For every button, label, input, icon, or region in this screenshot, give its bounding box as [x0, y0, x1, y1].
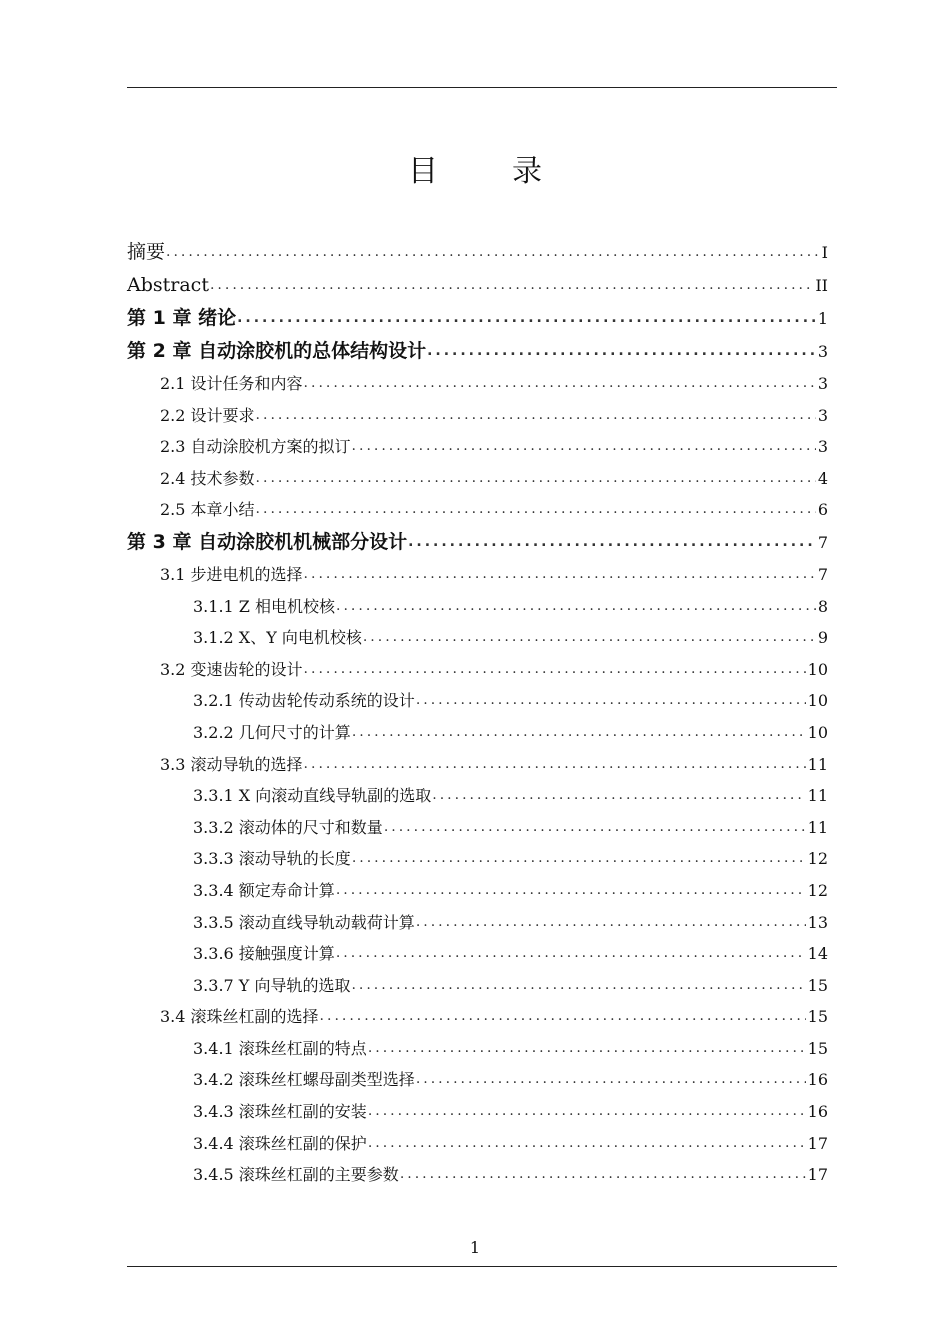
toc-entry-label: 第 1 章 绪论 [127, 307, 237, 329]
toc-entry-label: 3.3.7 Y 向导轨的选取 [193, 975, 351, 995]
toc-entry-page: 8 [817, 596, 828, 616]
toc-entry-label: 3.1 步进电机的选择 [160, 564, 303, 584]
toc-entry[interactable] [127, 400, 828, 432]
toc-entry-page: 10 [807, 722, 828, 742]
toc-entry-label: 3.2.2 几何尺寸的计算 [193, 722, 351, 742]
toc-entry-page: 3 [817, 405, 828, 425]
toc-entry[interactable] [127, 526, 828, 559]
toc-entry[interactable] [127, 335, 828, 368]
dot-leader [336, 938, 806, 970]
toc-entry[interactable] [127, 907, 828, 939]
toc-entry-page: 4 [817, 468, 828, 488]
dot-leader [351, 970, 805, 1002]
toc-entry-label: Abstract [127, 274, 209, 296]
dot-leader [400, 1159, 806, 1191]
toc-entry[interactable] [127, 269, 828, 302]
dot-leader [432, 780, 805, 812]
toc-entry-label: 第 3 章 自动涂胶机机械部分设计 [127, 530, 408, 553]
dot-leader [256, 463, 816, 495]
toc-entry[interactable] [127, 970, 828, 1002]
toc-entry-label: 3.4.4 滚珠丝杠副的保护 [193, 1133, 367, 1153]
toc-entry-page: 11 [807, 817, 828, 837]
toc-entry[interactable] [127, 1001, 828, 1033]
toc-entry[interactable] [127, 749, 828, 781]
toc-entry[interactable] [127, 559, 828, 591]
dot-leader [368, 1128, 806, 1160]
toc-entry-page: 11 [807, 786, 828, 806]
toc-entry-label: 3.2.1 传动齿轮传动系统的设计 [193, 691, 415, 711]
toc-entry-label: 2.5 本章小结 [160, 500, 255, 520]
toc-entry-page: 15 [807, 1038, 828, 1058]
dot-leader [352, 717, 806, 749]
toc-entry[interactable] [127, 717, 828, 749]
toc-entry[interactable] [127, 685, 828, 717]
dot-leader [304, 368, 816, 400]
toc-entry-label: 3.4.2 滚珠丝杠螺母副类型选择 [193, 1070, 415, 1090]
toc-entry-page: II [815, 276, 828, 295]
dot-leader [408, 526, 816, 559]
toc-entry[interactable] [127, 622, 828, 654]
toc-entry[interactable] [127, 494, 828, 526]
toc-entry-label: 2.3 自动涂胶机方案的拟订 [160, 437, 351, 457]
toc-entry-label: 3.4.1 滚珠丝杠副的特点 [193, 1038, 367, 1058]
dot-leader [416, 907, 806, 939]
toc-entry-page: 1 [817, 309, 828, 328]
toc-entry-label: 2.4 技术参数 [160, 468, 255, 488]
toc-entry-page: 15 [807, 975, 828, 995]
toc-entry[interactable] [127, 1128, 828, 1160]
toc-entry-page: 7 [817, 564, 828, 584]
toc-entry-page: 13 [807, 912, 828, 932]
toc-entry[interactable] [127, 368, 828, 400]
dot-leader [304, 559, 816, 591]
dot-leader [336, 591, 816, 623]
toc-entry-label: 3.4.3 滚珠丝杠副的安装 [193, 1102, 367, 1122]
toc-entry-label: 2.2 设计要求 [160, 405, 255, 425]
header-rule [127, 87, 837, 88]
dot-leader [416, 1064, 806, 1096]
toc-entry[interactable] [127, 654, 828, 686]
toc-entry-label: 3.3.2 滚动体的尺寸和数量 [193, 817, 383, 837]
toc-entry-page: I [821, 243, 828, 262]
dot-leader [352, 843, 806, 875]
dot-leader [237, 302, 816, 335]
toc-entry[interactable] [127, 938, 828, 970]
toc-entry[interactable] [127, 463, 828, 495]
toc-entry-page: 12 [807, 849, 828, 869]
dot-leader [166, 236, 820, 269]
toc-entry-label: 3.4 滚珠丝杠副的选择 [160, 1007, 319, 1027]
toc-entry-label: 3.3.3 滚动导轨的长度 [193, 849, 351, 869]
dot-leader [256, 494, 816, 526]
toc-entry-page: 3 [817, 437, 828, 457]
toc-entry[interactable] [127, 843, 828, 875]
dot-leader [304, 749, 806, 781]
toc-entry-page: 7 [817, 532, 828, 552]
toc-entry[interactable] [127, 812, 828, 844]
toc-entry-page: 6 [817, 500, 828, 520]
dot-leader [320, 1001, 806, 1033]
dot-leader [336, 875, 806, 907]
toc-entry-page: 10 [807, 691, 828, 711]
toc-entry-page: 3 [817, 374, 828, 393]
toc-entry-label: 3.3.6 接触强度计算 [193, 944, 335, 964]
table-of-contents [127, 236, 828, 1191]
toc-entry-page: 3 [817, 342, 828, 361]
toc-entry[interactable] [127, 1033, 828, 1065]
toc-entry-page: 16 [807, 1070, 828, 1090]
toc-entry-label: 3.1.1 Z 相电机校核 [193, 596, 336, 616]
toc-entry-label: 3.3.1 X 向滚动直线导轨副的选取 [193, 786, 432, 806]
dot-leader [368, 1033, 806, 1065]
toc-entry-page: 17 [807, 1133, 828, 1153]
footer-rule [127, 1266, 837, 1267]
dot-leader [363, 622, 816, 654]
toc-entry[interactable] [127, 875, 828, 907]
toc-entry-label: 3.3.4 额定寿命计算 [193, 880, 335, 900]
toc-entry-label: 摘要 [127, 241, 166, 263]
toc-entry-page: 9 [817, 628, 828, 648]
toc-entry[interactable] [127, 1064, 828, 1096]
toc-entry-page: 15 [807, 1007, 828, 1027]
dot-leader [416, 685, 806, 717]
toc-entry[interactable] [127, 1159, 828, 1191]
page-title: 目 录 [408, 154, 564, 189]
toc-entry-label: 第 2 章 自动涂胶机的总体结构设计 [127, 340, 427, 362]
toc-entry[interactable] [127, 236, 828, 269]
dot-leader [384, 812, 806, 844]
toc-entry-page: 11 [807, 754, 828, 774]
dot-leader [210, 269, 813, 302]
toc-entry-page: 12 [807, 880, 828, 900]
dot-leader [368, 1096, 806, 1128]
toc-entry[interactable] [127, 1096, 828, 1128]
toc-entry-page: 14 [807, 944, 828, 964]
toc-entry-label: 3.1.2 X、Y 向电机校核 [193, 628, 362, 648]
dot-leader [256, 400, 816, 432]
dot-leader [352, 431, 816, 463]
page-number: 1 [469, 1238, 481, 1257]
toc-entry-label: 3.3 滚动导轨的选择 [160, 754, 303, 774]
toc-entry-label: 3.3.5 滚动直线导轨动载荷计算 [193, 912, 415, 932]
toc-entry-page: 17 [807, 1165, 828, 1185]
toc-entry-label: 3.4.5 滚珠丝杠副的主要参数 [193, 1165, 399, 1185]
toc-entry[interactable] [127, 591, 828, 623]
toc-entry-label: 3.2 变速齿轮的设计 [160, 659, 303, 679]
toc-entry-page: 10 [807, 659, 828, 679]
toc-entry[interactable] [127, 431, 828, 463]
toc-entry[interactable] [127, 302, 828, 335]
dot-leader [427, 335, 816, 368]
toc-entry[interactable] [127, 780, 828, 812]
toc-entry-page: 16 [807, 1102, 828, 1122]
toc-entry-label: 2.1 设计任务和内容 [160, 374, 303, 393]
dot-leader [304, 654, 806, 686]
